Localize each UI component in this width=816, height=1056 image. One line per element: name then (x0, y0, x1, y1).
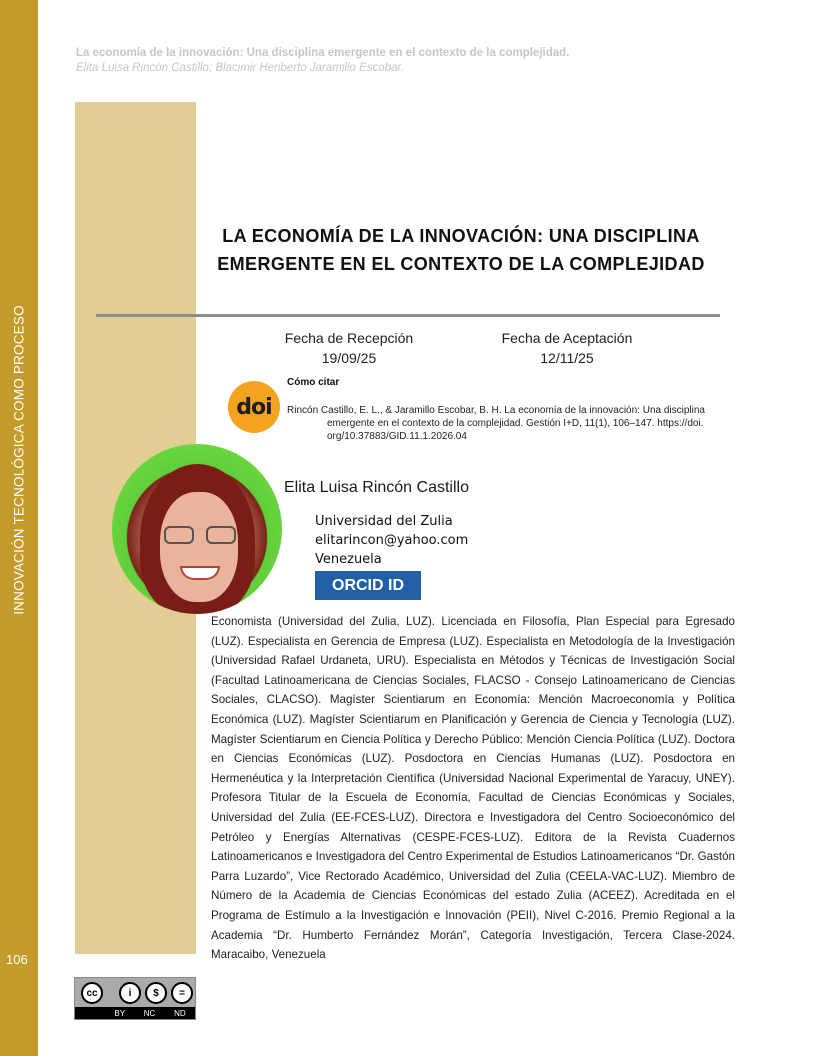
page-number: 106 (6, 952, 28, 967)
nd-icon: = (171, 982, 193, 1004)
received-value: 19/09/25 (321, 350, 377, 366)
author-bio: Economista (Universidad del Zulia, LUZ). Licenciada en Filosofía, Plan Especial para Egresado (LUZ). Especialista en Gerencia de Empresa (LUZ). Especialista en Metodología de la Investigación (Universidad Rafael Urdaneta, URU). Especialista en Métodos y Técnicas de Investigación Social (Facultad Latinoamericana de Ciencias Sociales, FLACSO - Consejo Latinoamericano de Ciencias Sociales, CLACSO). Magíster Scientiarum en Economía: Mención Macroeconomía y Política Económica (LUZ). Magíster Scientiarum en Planificación y Gerencia de Ciencia y Tecnología (LUZ). Magíster Scientiarum en Ciencia Política y Derecho Público: Mención Ciencia Política (LUZ). Doctora en Ciencias Económicas (LUZ). Posdoctora en Ciencias Humanas (LUZ). Posdoctora en Hermenéutica y la Interpretación Científica (Universidad Nacional Experimental de Yaracuy, UNEY). Profesora Titular de la Escuela de Economía, Facultad de Ciencias Económicas y Sociales, Universidad del Zulia (EE-FCES-LUZ). Directora e Investigadora del Centro Socioeconómico del Petróleo y Energías Alternativas (CESPE-FCES-LUZ). Editora de la Revista Cuadernos Latinoamericanos e Investigadora del Centro Experimental de Estudios Latinoamericanos “Dr. Gastón Parra Luzardo”, Vice Rectorado Académico, Universidad del Zulia (CEELA-VAC-LUZ). Miembro de Número de la Academia de Ciencias Económicas del estado Zulia (ACEEZ). Acreditada en el Programa de Estímulo a la Investigación e Innovación (PEII), Nivel C-2016. Premio Regional a la Academia “Dr. Humberto Fernández Morán”, Categoría Investigación, Tercera Clase-2024. Maracaibo, Venezuela (211, 615, 735, 962)
cc-license-badge[interactable] (74, 977, 196, 1020)
author-name: Elita Luisa Rincón Castillo (284, 479, 469, 496)
running-head (76, 46, 569, 76)
citation-text (287, 404, 743, 443)
cc-license-terms (75, 1007, 195, 1019)
author-country: Venezuela (315, 552, 382, 567)
license-by: BY (114, 1008, 126, 1018)
author-email[interactable]: elitarincon@yahoo.com (315, 533, 469, 548)
by-icon: i (119, 982, 141, 1004)
photo-glasses-right (206, 526, 236, 544)
doi-logo-text: doi (236, 394, 272, 420)
article-title-line2: EMERGENTE EN EL CONTEXTO DE LA COMPLEJIDAD (217, 254, 705, 274)
nc-icon: $ (145, 982, 167, 1004)
running-head-title: La economía de la innovación: Una disciplina emergente en el contexto de la complejidad. (76, 47, 570, 59)
citation-label: Cómo citar (287, 377, 340, 388)
orcid-button[interactable]: ORCID ID (315, 571, 421, 600)
photo-glasses-left (164, 526, 194, 544)
accepted-value: 12/11/25 (540, 350, 594, 366)
author-photo (112, 444, 282, 614)
article-title (196, 222, 726, 278)
doi-icon[interactable] (228, 381, 280, 433)
author-affiliation (315, 512, 468, 569)
title-divider (96, 314, 720, 317)
article-title-line1: LA ECONOMÍA DE LA INNOVACIÓN: UNA DISCIPLINA (222, 226, 700, 246)
accepted-date (482, 328, 652, 368)
running-head-authors: Elita Luisa Rincón Castillo; Blacimir Heriberto Jaramillo Escobar. (76, 62, 405, 74)
cc-icon: cc (81, 982, 103, 1004)
citation-line1: Rincón Castillo, E. L., & Jaramillo Escobar, B. H. La economía de la innovación: Una disciplina (287, 405, 705, 416)
received-label: Fecha de Recepción (284, 330, 414, 346)
citation-line2: emergente en el contexto de la complejidad. Gestión I+D, 11(1), 106–147. https://doi. (327, 418, 704, 429)
section-title: INNOVACIÓN TECNOLÓGICA COMO PROCESO (11, 305, 27, 615)
citation-doi-link[interactable]: org/10.37883/GID.11.1.2026.04 (327, 431, 467, 442)
photo-face (160, 492, 238, 602)
license-nc: NC (143, 1008, 156, 1018)
license-nd: ND (174, 1008, 186, 1018)
received-date (264, 328, 434, 368)
author-university: Universidad del Zulia (315, 514, 453, 529)
accepted-label: Fecha de Aceptación (501, 330, 633, 346)
